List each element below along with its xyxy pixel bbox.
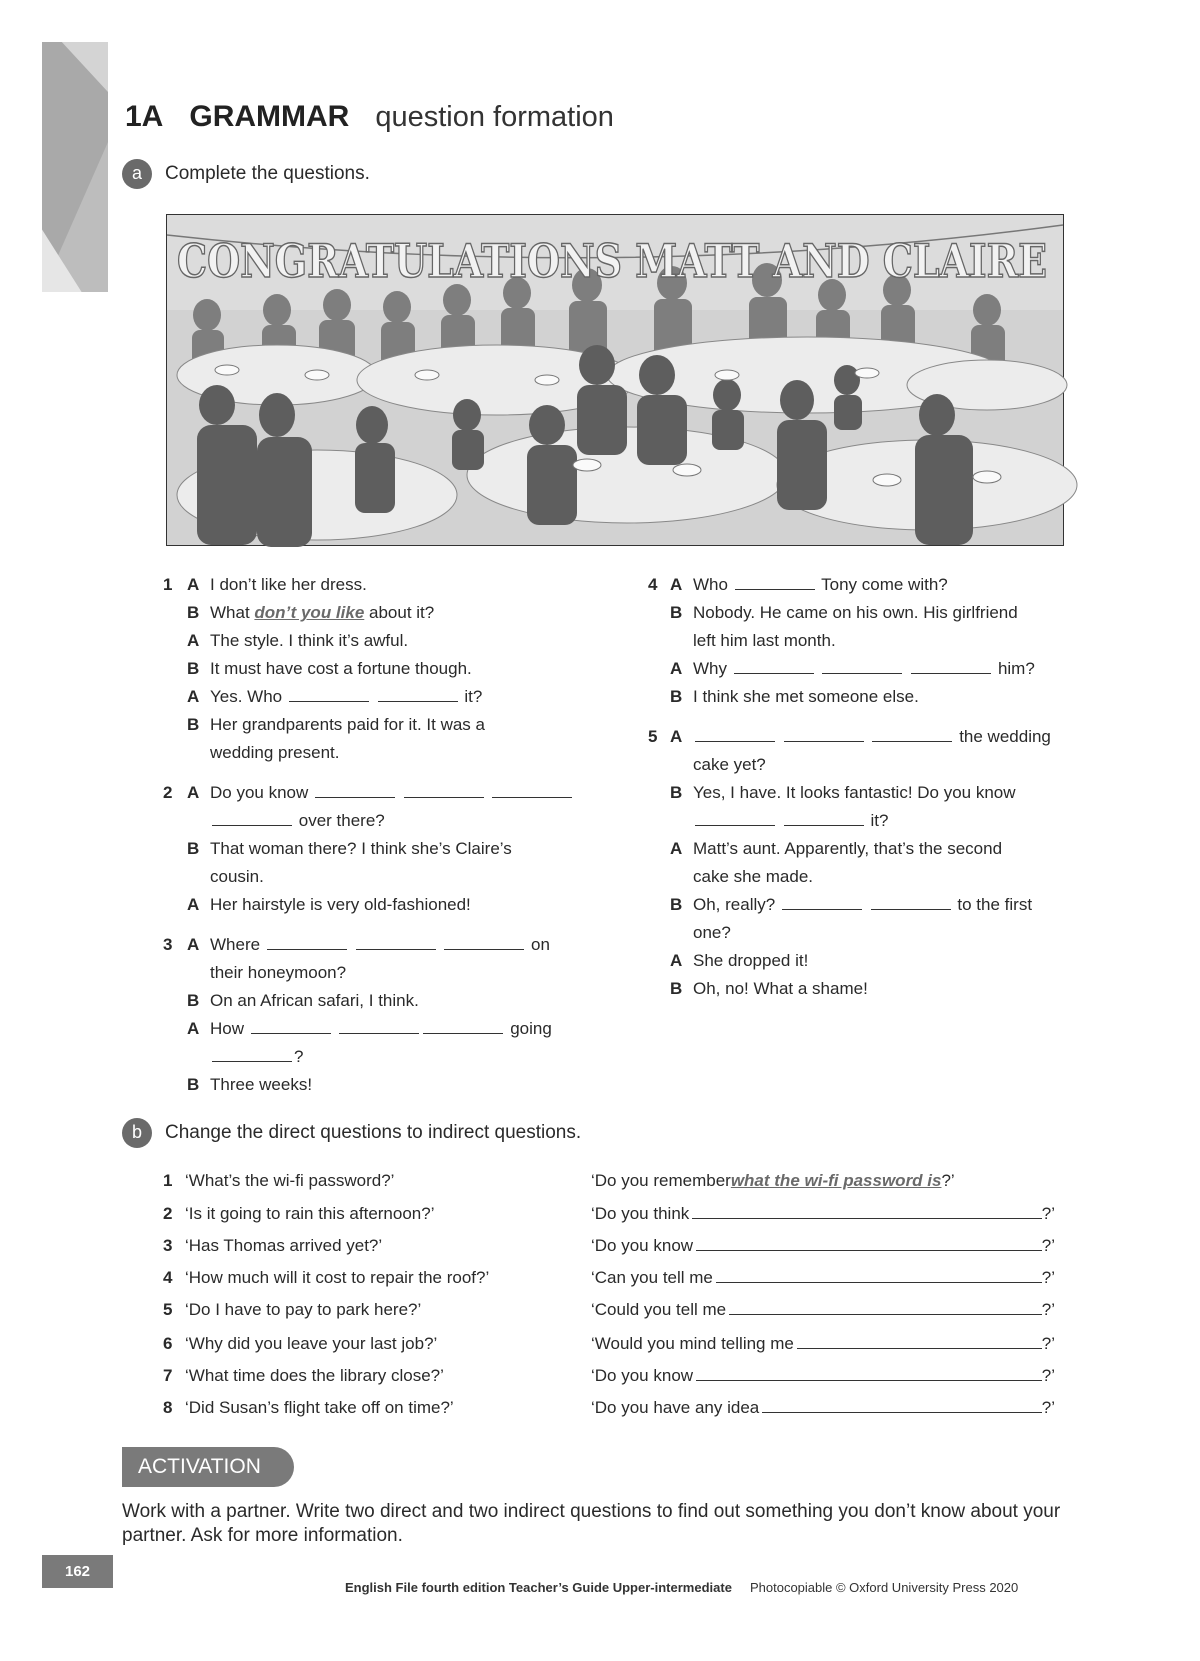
page-number: 162 — [42, 1555, 113, 1588]
line-text: it? — [693, 807, 888, 835]
answer-blank[interactable] — [356, 935, 436, 950]
indirect-start: ‘Do you know — [591, 1236, 694, 1255]
indirect-question-row — [163, 1200, 1063, 1228]
item-number: 5 — [163, 1300, 173, 1319]
indirect-start: ‘Could you tell me — [591, 1300, 727, 1319]
speaker: B — [187, 991, 200, 1010]
dialogue-number: 4 — [648, 575, 658, 594]
answer-blank[interactable] — [444, 935, 524, 950]
answer-line[interactable] — [797, 1334, 1042, 1349]
indirect-question — [591, 1264, 1055, 1292]
dialogue-number: 3 — [163, 935, 173, 954]
indirect-question — [591, 1200, 1055, 1228]
speaker: B — [670, 603, 683, 622]
speaker: B — [670, 979, 683, 998]
footer — [345, 1580, 1018, 1595]
speaker: A — [187, 687, 200, 706]
dialogue-3 — [163, 931, 603, 1094]
page-title — [125, 100, 614, 134]
answer-blank[interactable] — [423, 1019, 503, 1034]
dialogue-number: 5 — [648, 727, 658, 746]
indirect-end: ?’ — [1041, 1236, 1055, 1255]
item-number: 8 — [163, 1398, 173, 1417]
speaker: A — [670, 659, 683, 678]
activation-label: ACTIVATION — [122, 1447, 294, 1487]
indirect-end: ?’ — [1041, 1268, 1055, 1287]
example-answer: don’t you like — [254, 603, 365, 622]
indirect-question — [591, 1232, 1055, 1260]
item-number: 2 — [163, 1204, 173, 1223]
direct-question: ‘What’s the wi-fi password?’ — [185, 1171, 395, 1190]
line-text: The style. I think it’s awful. — [210, 631, 409, 650]
line-text: On an African safari, I think. — [210, 991, 419, 1010]
wedding-party-illustration — [166, 214, 1064, 546]
topic-name: question formation — [375, 101, 614, 133]
line-text: ? — [210, 1043, 303, 1071]
indirect-end: ?’ — [1041, 1366, 1055, 1385]
part-a-badge: a — [122, 159, 152, 189]
answer-blank[interactable] — [782, 895, 862, 910]
line-text: Nobody. He came on his own. His girlfriend — [693, 603, 1018, 622]
line-text: Who Tony come with? — [693, 575, 948, 594]
direct-question: ‘Do I have to pay to park here?’ — [185, 1300, 422, 1319]
indirect-question-row — [163, 1362, 1063, 1390]
answer-blank[interactable] — [695, 727, 775, 742]
answer-line[interactable] — [716, 1268, 1042, 1283]
line-text: Matt’s aunt. Apparently, that’s the second — [693, 839, 1003, 858]
line-text: one? — [693, 923, 731, 942]
answer-blank[interactable] — [339, 1019, 419, 1034]
speaker: B — [187, 839, 200, 858]
indirect-question-row — [163, 1167, 1063, 1195]
item-number: 6 — [163, 1334, 173, 1353]
part-a-instruction: Complete the questions. — [165, 163, 370, 184]
indirect-start: ‘Do you know — [591, 1366, 694, 1385]
speaker: B — [187, 659, 200, 678]
speaker: A — [187, 783, 200, 802]
answer-line[interactable] — [762, 1398, 1042, 1413]
speaker: B — [187, 603, 200, 622]
indirect-end: ?’ — [1041, 1398, 1055, 1417]
direct-question: ‘Why did you leave your last job?’ — [185, 1334, 438, 1353]
line-text: the wedding — [693, 723, 1051, 751]
line-text: over there? — [210, 807, 385, 835]
indirect-end: ?’ — [941, 1171, 955, 1190]
dialogue-5 — [648, 723, 1088, 1003]
line-text: Yes. Who it? — [210, 687, 483, 706]
speaker: A — [187, 575, 200, 594]
indirect-question — [591, 1362, 1055, 1390]
line-text: cake yet? — [693, 755, 766, 774]
line-text: cake she made. — [693, 867, 814, 886]
answer-blank[interactable] — [872, 727, 952, 742]
direct-question: ‘Has Thomas arrived yet?’ — [185, 1236, 383, 1255]
footer-copyright: Photocopiable © Oxford University Press 2020 — [749, 1580, 1019, 1595]
answer-blank[interactable] — [695, 811, 775, 826]
indirect-question — [591, 1394, 1055, 1422]
part-b-badge: b — [122, 1118, 152, 1148]
line-text: Yes, I have. It looks fantastic! Do you know — [693, 783, 1016, 802]
indirect-start: ‘Do you think — [591, 1204, 690, 1223]
answer-blank[interactable] — [871, 895, 951, 910]
speaker: B — [670, 687, 683, 706]
answer-blank[interactable] — [378, 687, 458, 702]
direct-question: ‘What time does the library close?’ — [185, 1366, 444, 1385]
line-text: What don’t you like about it? — [210, 603, 435, 622]
line-text: I don’t like her dress. — [210, 575, 367, 594]
item-number: 1 — [163, 1171, 173, 1190]
answer-line[interactable] — [729, 1300, 1042, 1315]
wedding-scene-drawing — [167, 215, 1063, 545]
line-text: their honeymoon? — [210, 963, 347, 982]
speaker: B — [670, 895, 683, 914]
answer-blank[interactable] — [267, 935, 347, 950]
section-name: GRAMMAR — [189, 100, 350, 133]
answer-blank[interactable] — [911, 659, 991, 674]
answer-blank[interactable] — [822, 659, 902, 674]
answer-blank[interactable] — [735, 575, 815, 590]
dialogue-1 — [163, 571, 603, 781]
answer-blank[interactable] — [212, 1047, 292, 1062]
answer-blank[interactable] — [212, 811, 292, 826]
corner-decoration — [42, 42, 108, 292]
indirect-end: ?’ — [1041, 1300, 1055, 1319]
line-text: left him last month. — [693, 631, 836, 650]
line-text: wedding present. — [210, 743, 340, 762]
answer-blank[interactable] — [784, 727, 864, 742]
answer-blank[interactable] — [404, 783, 484, 798]
dialogue-2 — [163, 779, 603, 919]
indirect-start: ‘Do you remember — [591, 1171, 731, 1190]
speaker: A — [187, 1019, 200, 1038]
banner-text: CONGRATULATIONS MATT AND CLAIRE — [177, 234, 1047, 288]
direct-question: ‘Did Susan’s flight take off on time?’ — [185, 1398, 454, 1417]
line-text: I think she met someone else. — [693, 687, 919, 706]
speaker: A — [187, 895, 200, 914]
line-text: Where on — [210, 935, 550, 954]
speaker: A — [670, 727, 683, 746]
speaker: A — [670, 575, 683, 594]
answer-line[interactable] — [696, 1366, 1042, 1381]
direct-question: ‘Is it going to rain this afternoon?’ — [185, 1204, 435, 1223]
dialogue-4 — [648, 571, 1088, 711]
speaker: A — [187, 935, 200, 954]
line-text: Three weeks! — [210, 1075, 313, 1094]
indirect-question — [591, 1296, 1055, 1324]
line-text: Do you know — [210, 779, 574, 807]
indirect-question — [591, 1167, 1055, 1195]
answer-line[interactable] — [696, 1236, 1042, 1251]
line-text: That woman there? I think she’s Claire’s — [210, 839, 512, 858]
item-number: 4 — [163, 1268, 173, 1287]
dialogue-number: 1 — [163, 575, 173, 594]
indirect-start: ‘Can you tell me — [591, 1268, 713, 1287]
indirect-question-row — [163, 1394, 1063, 1422]
line-text: Oh, really? to the first — [693, 895, 1033, 914]
answer-blank[interactable] — [289, 687, 369, 702]
footer-book: English File fourth edition Teacher’s Guide Upper-intermediate — [345, 1580, 732, 1595]
speaker: B — [187, 1075, 200, 1094]
speaker: A — [187, 631, 200, 650]
answer-line[interactable] — [692, 1204, 1041, 1219]
indirect-start: ‘Do you have any idea — [591, 1398, 760, 1417]
answer-blank[interactable] — [734, 659, 814, 674]
indirect-start: ‘Would you mind telling me — [591, 1334, 794, 1353]
answer-blank[interactable] — [784, 811, 864, 826]
line-text: It must have cost a fortune though. — [210, 659, 472, 678]
line-text: Oh, no! What a shame! — [693, 979, 868, 998]
item-number: 3 — [163, 1236, 173, 1255]
line-text: Her grandparents paid for it. It was a — [210, 715, 485, 734]
indirect-question — [591, 1330, 1055, 1358]
activation-text: Work with a partner. Write two direct and two indirect questions to find out something you don’t know about your partner. Ask for more information. — [122, 1501, 1061, 1546]
indirect-question-row — [163, 1264, 1063, 1292]
answer-blank[interactable] — [251, 1019, 331, 1034]
speaker: B — [670, 783, 683, 802]
indirect-question-row — [163, 1232, 1063, 1260]
line-text: How going — [210, 1019, 552, 1038]
line-text: Why him? — [693, 659, 1035, 678]
speaker: A — [670, 951, 683, 970]
speaker: A — [670, 839, 683, 858]
item-number: 7 — [163, 1366, 173, 1385]
answer-blank[interactable] — [492, 783, 572, 798]
dialogue-number: 2 — [163, 783, 173, 802]
unit-code: 1A — [125, 100, 164, 133]
line-text: cousin. — [210, 867, 264, 886]
part-b-instruction: Change the direct questions to indirect questions. — [165, 1122, 582, 1143]
example-answer: what the wi-fi password is — [730, 1171, 942, 1190]
line-text: She dropped it! — [693, 951, 809, 970]
indirect-end: ?’ — [1041, 1334, 1055, 1353]
direct-question: ‘How much will it cost to repair the roof?’ — [185, 1268, 490, 1287]
indirect-end: ?’ — [1041, 1204, 1055, 1223]
indirect-question-row — [163, 1296, 1063, 1324]
indirect-question-row — [163, 1330, 1063, 1358]
answer-blank[interactable] — [315, 783, 395, 798]
line-text: Her hairstyle is very old-fashioned! — [210, 895, 471, 914]
speaker: B — [187, 715, 200, 734]
